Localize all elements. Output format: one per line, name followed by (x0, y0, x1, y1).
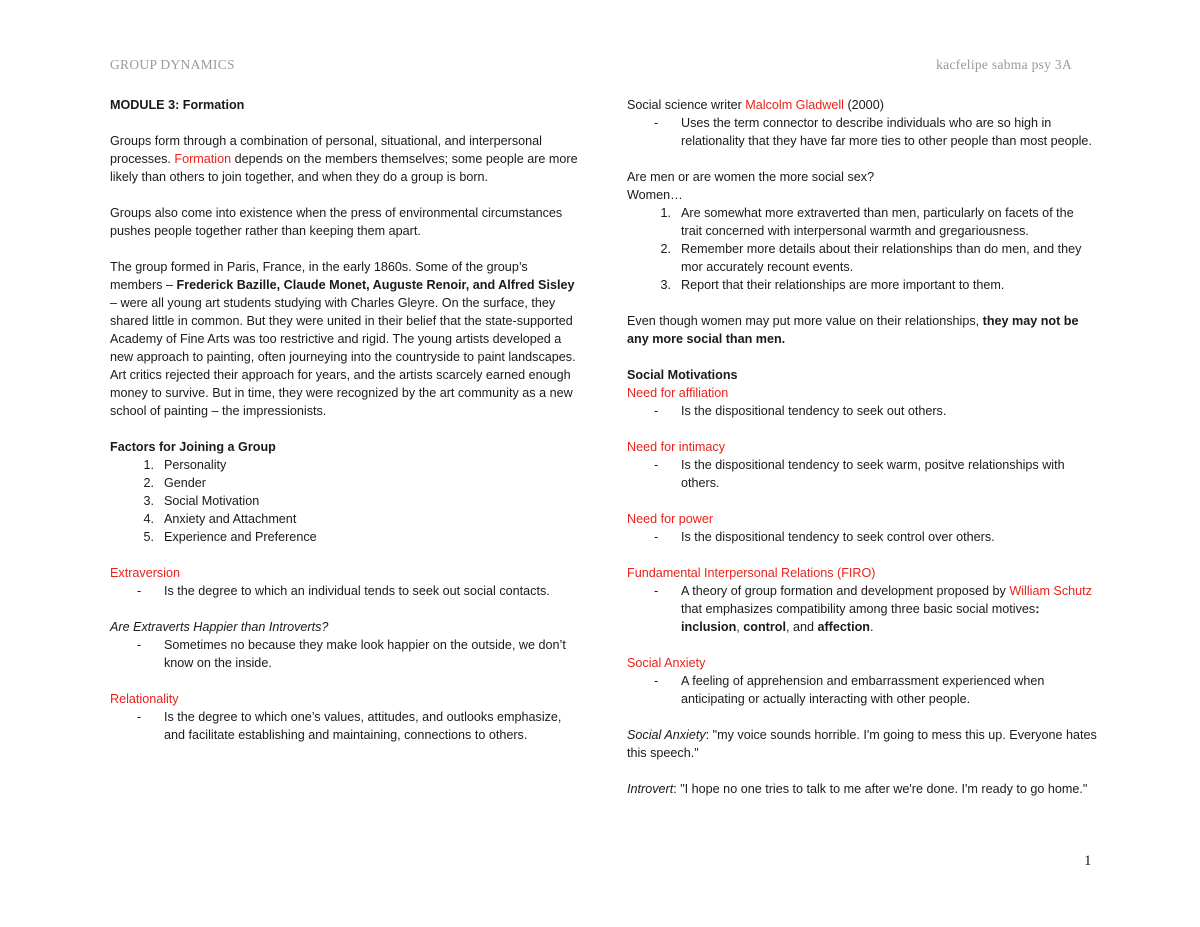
firo-definition: - A theory of group formation and development proposed by William Schutz that emphasizes compatibility among three basic social motives: inclusion, control, and affection. (654, 584, 1092, 634)
social-anxiety-term: Social Anxiety (627, 656, 706, 670)
environment-paragraph: Groups also come into existence when the press of environmental circumstances pushes people together rather than keeping them apart. (110, 206, 563, 238)
power-term: Need for power (627, 512, 714, 526)
social-sex-question: Are men or are women the more social sex? (627, 170, 875, 184)
list-item: 3. Social Motivation (143, 494, 260, 508)
firo-term: Fundamental Interpersonal Relations (FIRO) (627, 566, 876, 580)
relationality-definition: - Is the degree to which one’s values, attitudes, and outlooks emphasize, and facilitate establishing and maintaining, connections to others. (137, 710, 562, 742)
list-item: 4. Anxiety and Attachment (143, 512, 297, 526)
factors-heading: Factors for Joining a Group (110, 440, 276, 454)
right-column (627, 96, 1097, 798)
affiliation-definition: - Is the dispositional tendency to seek out others. (654, 404, 947, 418)
extraverts-answer: - Sometimes no because they make look happier on the outside, we don’t know on the inside. (137, 638, 566, 670)
list-item: 3. Report that their relationships are more important to them. (660, 278, 1005, 292)
list-item: 1. Personality (143, 458, 227, 472)
extraversion-definition: - Is the degree to which an individual tends to seek out social contacts. (137, 584, 550, 598)
not-more-social: they may not be any more social than men. (627, 314, 1079, 346)
motive-control: control (743, 620, 786, 634)
members-names: Frederick Bazille, Claude Monet, Auguste Renoir, and Alfred Sisley (176, 278, 575, 292)
introvert-quote: Introvert: "I hope no one tries to talk to me after we're done. I'm ready to go home." (627, 782, 1088, 796)
extraversion-term: Extraversion (110, 566, 180, 580)
list-item: 1. Are somewhat more extraverted than men, particularly on facets of the trait concerned with interpersonal warmth and gregariousness. (660, 206, 1074, 238)
affiliation-term: Need for affiliation (627, 386, 729, 400)
module-title: MODULE 3: Formation (110, 98, 245, 112)
social-anxiety-definition: - A feeling of apprehension and embarrassment experienced when anticipating or actually interacting with other people. (654, 674, 1045, 706)
gladwell-line: Social science writer Malcolm Gladwell (2000) (627, 98, 884, 112)
formation-term: Formation (174, 152, 232, 166)
power-definition: - Is the dispositional tendency to seek control over others. (654, 530, 995, 544)
motive-inclusion: inclusion (681, 620, 737, 634)
header-right: kacfelipe sabma psy 3A (936, 57, 1072, 72)
list-item: 5. Experience and Preference (143, 530, 317, 544)
extraverts-question: Are Extraverts Happier than Introverts? (110, 620, 329, 634)
relationality-term: Relationality (110, 692, 179, 706)
schutz-name: William Schutz (1009, 584, 1092, 598)
impressionists-paragraph: The group formed in Paris, France, in the early 1860s. Some of the group’s members – Frederick Bazille, Claude Monet, Auguste Renoir, and Alfred Sisley – were all young art students studying with Charles Gleyre. On the surface, they shared little in common. But they were united in their belief that the state-supported Academy of Fine Arts was too restrictive and rigid. The young artists developed a new approach to painting, often journeying into the countryside to paint landscapes. Art critics rejected their approach for years, and the artists scarcely earned enough money to survive. But in time, they were recognized by the art community as a new school of painting – the impressionists. (110, 260, 576, 418)
intimacy-definition: - Is the dispositional tendency to seek warm, positve relationships with others. (654, 458, 1065, 490)
connector-definition: - Uses the term connector to describe individuals who are so high in relationality that they have far more ties to other people than most people. (654, 116, 1092, 148)
factors-list (110, 456, 580, 546)
motivations-heading: Social Motivations (627, 368, 738, 382)
intro-paragraph: Groups form through a combination of personal, situational, and interpersonal processes. Formation depends on the members themselves; some people are more likely than others to join together, and when they do a group is born. (110, 134, 578, 184)
women-label: Women… (627, 188, 683, 202)
intimacy-term: Need for intimacy (627, 440, 725, 454)
left-column (110, 96, 580, 744)
gladwell-name: Malcolm Gladwell (745, 98, 844, 112)
header-left: GROUP DYNAMICS (110, 57, 235, 72)
women-list (627, 204, 1097, 294)
list-item: 2. Remember more details about their relationships than do men, and they mor accurately recount events. (660, 242, 1082, 274)
social-anxiety-quote: Social Anxiety: "my voice sounds horrible. I'm going to mess this up. Everyone hates this speech." (627, 728, 1097, 760)
list-item: 2. Gender (143, 476, 207, 490)
even-though-paragraph: Even though women may put more value on their relationships, they may not be any more social than men. (627, 314, 1079, 346)
motive-affection: affection (817, 620, 870, 634)
page-number: 1 (1084, 853, 1092, 869)
